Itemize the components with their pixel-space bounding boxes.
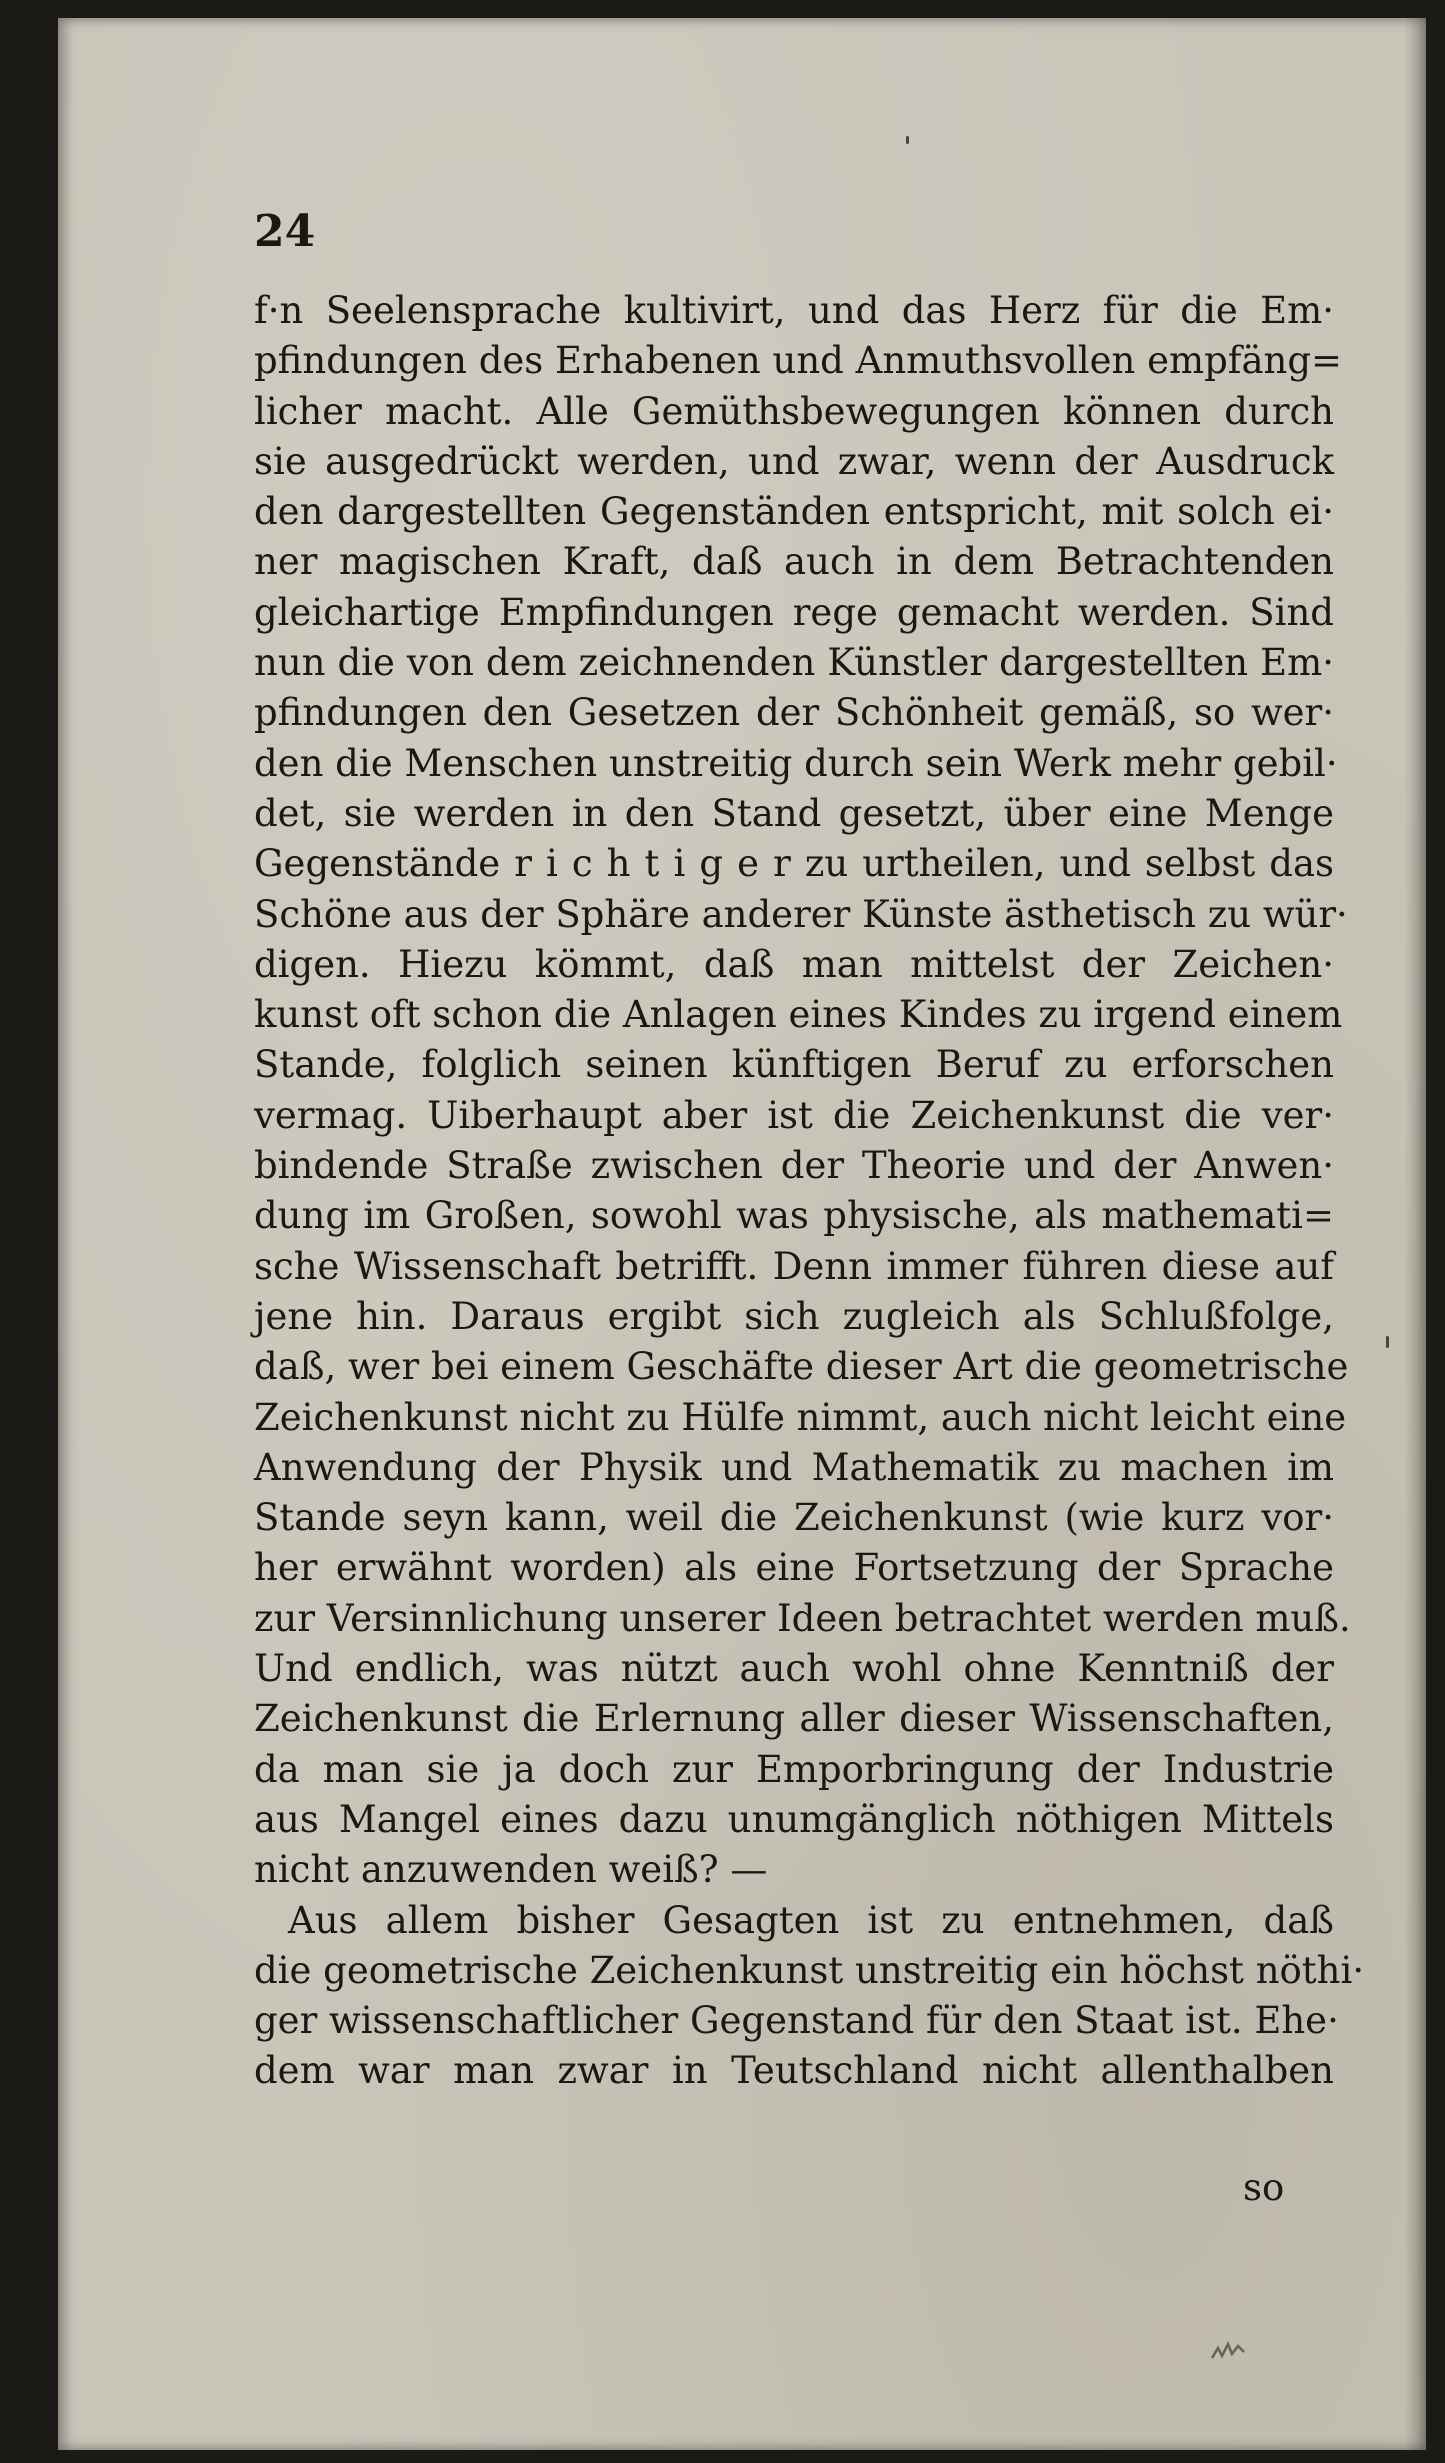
text-line: pfindungen des Erhabenen und Anmuthsvollen empfäng= [254, 339, 1343, 383]
text-line: gleichartige Empfindungen rege gemacht werden. Sind [254, 590, 1334, 634]
text-line: den die Menschen unstreitig durch sein Werk mehr gebil· [254, 741, 1338, 785]
text-line: Stande seyn kann, weil die Zeichenkunst (wie kurz vor· [254, 1496, 1334, 1540]
text-line: den dargestellten Gegenständen entspricht, mit solch ei· [254, 490, 1334, 534]
text-line: dung im Großen, sowohl was physische, als mathemati= [254, 1194, 1334, 1238]
text-line: bindende Straße zwischen der Theorie und der Anwen· [254, 1144, 1334, 1188]
body-text [254, 286, 1365, 2097]
text-line: die geometrische Zeichenkunst unstreitig ein höchst nöthi· [254, 1948, 1365, 1992]
text-line: ner magischen Kraft, daß auch in dem Betrachtenden [254, 540, 1334, 584]
text-line: det, sie werden in den Stand gesetzt, über eine Menge [254, 791, 1334, 835]
book-page [58, 18, 1426, 2450]
text-line: Gegenstände r i c h t i g e r zu urtheilen, und selbst das [254, 842, 1334, 886]
text-line: Anwendung der Physik und Mathematik zu machen im [254, 1445, 1334, 1489]
text-line: her erwähnt worden) als eine Fortsetzung der Sprache [254, 1546, 1334, 1590]
text-line: pfindungen den Gesetzen der Schönheit gemäß, so wer· [254, 691, 1334, 735]
text-line: zur Versinnlichung unserer Ideen betrachtet werden muß. [254, 1596, 1351, 1640]
text-line: licher macht. Alle Gemüthsbewegungen können durch [254, 389, 1334, 433]
page-edge-shadow [1404, 18, 1426, 2450]
ink-speck [906, 136, 909, 144]
ink-stain-mark [1208, 2336, 1248, 2366]
text-line: sche Wissenschaft betrifft. Denn immer führen diese auf [254, 1244, 1334, 1288]
text-line: Zeichenkunst die Erlernung aller dieser Wissenschaften, [254, 1697, 1334, 1741]
text-line: daß, wer bei einem Geschäfte dieser Art die geometrische [254, 1345, 1349, 1389]
text-line: sie ausgedrückt werden, und zwar, wenn der Ausdruck [254, 439, 1334, 483]
text-line: vermag. Uiberhaupt aber ist die Zeichenkunst die ver· [254, 1093, 1334, 1137]
catchword: so [1243, 2166, 1285, 2209]
paragraph-start-line: Aus allem bisher Gesagten ist zu entnehmen, daß [288, 1898, 1334, 1942]
text-line: digen. Hiezu kömmt, daß man mittelst der Zeichen· [254, 942, 1334, 986]
text-line: f·n Seelensprache kultivirt, und das Herz für die Em· [254, 289, 1334, 332]
text-line: aus Mangel eines dazu unumgänglich nöthigen Mittels [254, 1797, 1334, 1841]
text-line: Zeichenkunst nicht zu Hülfe nimmt, auch nicht leicht eine [254, 1395, 1347, 1439]
ink-speck [1386, 1336, 1389, 1348]
text-line: da man sie ja doch zur Emporbringung der Industrie [254, 1747, 1334, 1791]
text-line: Schöne aus der Sphäre anderer Künste ästhetisch zu wür· [254, 892, 1348, 936]
text-line: kunst oft schon die Anlagen eines Kindes zu irgend einem [254, 993, 1343, 1037]
text-line: dem war man zwar in Teutschland nicht allenthalben [254, 2049, 1334, 2093]
text-line: nun die von dem zeichnenden Künstler dargestellten Em· [254, 641, 1334, 685]
text-line: ger wissenschaftlicher Gegenstand für den Staat ist. Ehe· [254, 1999, 1339, 2043]
text-line: jene hin. Daraus ergibt sich zugleich als Schlußfolge, [254, 1294, 1334, 1338]
text-line: Stande, folglich seinen künftigen Beruf zu erforschen [254, 1043, 1334, 1087]
page-number: 24 [254, 206, 316, 257]
text-line: Und endlich, was nützt auch wohl ohne Kenntniß der [254, 1647, 1334, 1691]
paragraph-end-line: nicht anzuwenden weiß? — [254, 1848, 768, 1892]
